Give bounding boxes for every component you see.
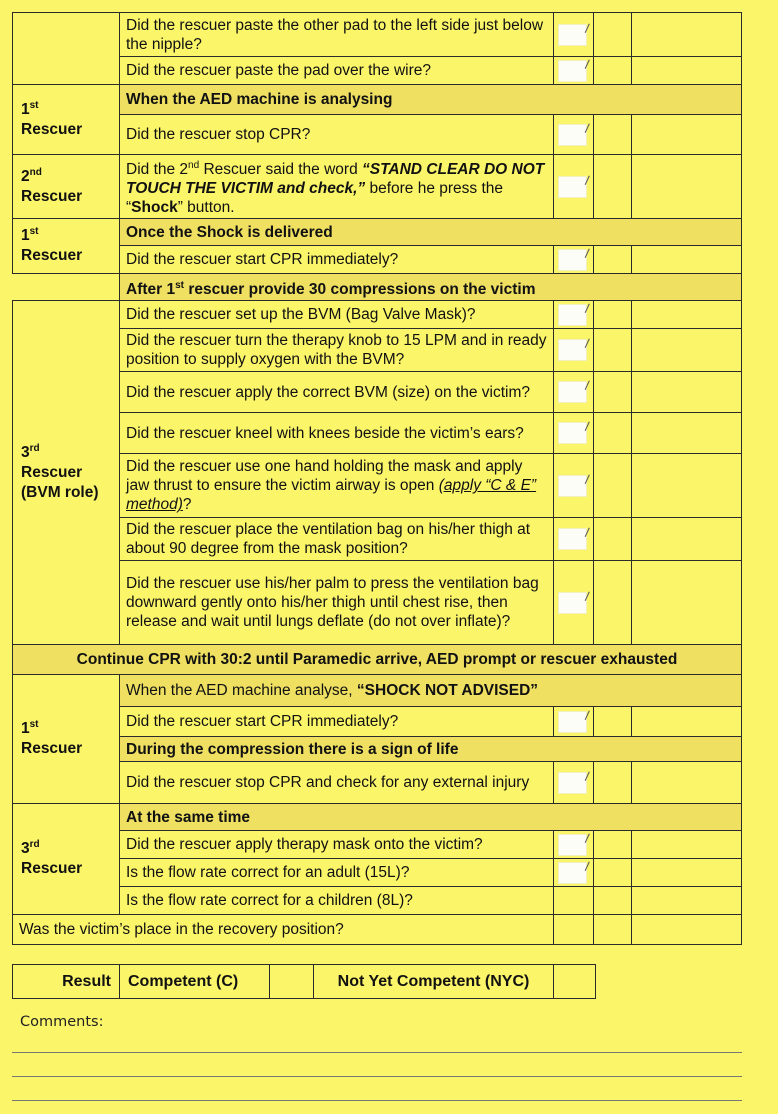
- mark-box[interactable]: [594, 915, 632, 945]
- item-flow-rate-adult: Is the flow rate correct for an adult (15L)?: [120, 859, 554, 887]
- check-box[interactable]: [554, 413, 594, 454]
- not-yet-competent-label: Not Yet Competent (NYC): [314, 965, 554, 999]
- remark-box[interactable]: [632, 518, 742, 561]
- check-box[interactable]: [554, 887, 594, 915]
- check-box[interactable]: [554, 155, 594, 219]
- tick-mark-icon: [559, 61, 586, 81]
- comments-label: Comments:: [20, 1014, 104, 1030]
- remark-box[interactable]: [632, 13, 742, 57]
- section-continue-cpr: Continue CPR with 30:2 until Paramedic arrive, AED prompt or rescuer exhausted: [13, 645, 742, 675]
- tick-mark-icon: [559, 250, 586, 270]
- not-yet-competent-box[interactable]: [554, 965, 596, 999]
- tick-mark-icon: [559, 125, 586, 145]
- item-kneel-beside: Did the rescuer kneel with knees beside the victim’s ears?: [120, 413, 554, 454]
- check-box[interactable]: [554, 762, 594, 804]
- result-label: Result: [13, 965, 120, 999]
- mark-box[interactable]: [594, 707, 632, 737]
- check-box[interactable]: [554, 57, 594, 85]
- remark-box[interactable]: [632, 561, 742, 645]
- section-aed-analysing: When the AED machine is analysing: [120, 85, 742, 115]
- mark-box[interactable]: [594, 762, 632, 804]
- spacer-cell: [13, 274, 120, 301]
- tick-mark-icon: [559, 340, 586, 360]
- check-box[interactable]: [554, 329, 594, 372]
- item-ventilation-bag-thigh: Did the rescuer place the ventilation bag on his/her thigh at about 90 degree from the mask position?: [120, 518, 554, 561]
- mark-box[interactable]: [594, 246, 632, 274]
- item-jaw-thrust: Did the rescuer use one hand holding the mask and apply jaw thrust to ensure the victim airway is open (apply “C & E” method)?: [120, 454, 554, 518]
- mark-box[interactable]: [594, 887, 632, 915]
- mark-box[interactable]: [594, 518, 632, 561]
- mark-box[interactable]: [594, 831, 632, 859]
- check-box[interactable]: [554, 246, 594, 274]
- item-check-external-injury: Did the rescuer stop CPR and check for any external injury: [120, 762, 554, 804]
- remark-box[interactable]: [632, 115, 742, 155]
- item-therapy-mask: Did the rescuer apply therapy mask onto the victim?: [120, 831, 554, 859]
- mark-box[interactable]: [594, 454, 632, 518]
- section-shock-delivered: Once the Shock is delivered: [120, 219, 742, 246]
- remark-box[interactable]: [632, 57, 742, 85]
- mark-box[interactable]: [594, 115, 632, 155]
- tick-mark-icon: [559, 835, 586, 855]
- item-palm-press: Did the rescuer use his/her palm to press the ventilation bag downward gently onto his/her thigh until chest rise, then release and wait until lungs deflate (do not over inflate)?: [120, 561, 554, 645]
- section-sign-of-life: During the compression there is a sign of life: [120, 737, 742, 762]
- remark-box[interactable]: [632, 707, 742, 737]
- item-stand-clear: Did the 2nd Rescuer said the word “STAND CLEAR DO NOT TOUCH THE VICTIM and check,” before he press the “Shock” button.: [120, 155, 554, 219]
- tick-mark-icon: [559, 382, 586, 402]
- mark-box[interactable]: [594, 561, 632, 645]
- tick-mark-icon: [559, 773, 586, 793]
- mark-box[interactable]: [594, 155, 632, 219]
- mark-box[interactable]: [594, 329, 632, 372]
- role-cell-empty: [13, 13, 120, 85]
- remark-box[interactable]: [632, 329, 742, 372]
- tick-mark-icon: [559, 593, 586, 613]
- tick-mark-icon: [559, 712, 586, 732]
- item-recovery-position: Was the victim’s place in the recovery position?: [13, 915, 554, 945]
- remark-box[interactable]: [632, 155, 742, 219]
- remark-box[interactable]: [632, 301, 742, 329]
- remark-box[interactable]: [632, 454, 742, 518]
- role-first-rescuer-2: 1st Rescuer: [13, 219, 120, 274]
- check-box[interactable]: [554, 915, 594, 945]
- comment-line[interactable]: [12, 1076, 742, 1077]
- remark-box[interactable]: [632, 831, 742, 859]
- assessment-checklist-table: [12, 12, 742, 945]
- mark-box[interactable]: [594, 301, 632, 329]
- remark-box[interactable]: [632, 372, 742, 413]
- item-start-cpr-immediately: Did the rescuer start CPR immediately?: [120, 246, 554, 274]
- role-third-rescuer: 3rd Rescuer: [13, 804, 120, 915]
- mark-box[interactable]: [594, 372, 632, 413]
- tick-mark-icon: [559, 305, 586, 325]
- section-shock-not-advised: When the AED machine analyse, “SHOCK NOT ADVISED”: [120, 675, 742, 707]
- result-table: [12, 964, 596, 999]
- role-third-rescuer-bvm: 3rd Rescuer (BVM role): [13, 301, 120, 645]
- check-box[interactable]: [554, 372, 594, 413]
- check-box[interactable]: [554, 561, 594, 645]
- check-box[interactable]: [554, 707, 594, 737]
- role-first-rescuer: 1st Rescuer: [13, 85, 120, 155]
- mark-box[interactable]: [594, 413, 632, 454]
- section-after-compressions: After 1st rescuer provide 30 compressions on the victim: [120, 274, 742, 301]
- comment-line[interactable]: [12, 1052, 742, 1053]
- check-box[interactable]: [554, 518, 594, 561]
- item-stop-cpr: Did the rescuer stop CPR?: [120, 115, 554, 155]
- remark-box[interactable]: [632, 859, 742, 887]
- item-paste-left-pad: Did the rescuer paste the other pad to the left side just below the nipple?: [120, 13, 554, 57]
- item-bvm-setup: Did the rescuer set up the BVM (Bag Valve Mask)?: [120, 301, 554, 329]
- tick-mark-icon: [559, 863, 586, 883]
- mark-box[interactable]: [594, 57, 632, 85]
- check-box[interactable]: [554, 301, 594, 329]
- comment-line[interactable]: [12, 1100, 742, 1101]
- remark-box[interactable]: [632, 762, 742, 804]
- tick-mark-icon: [559, 177, 586, 197]
- remark-box[interactable]: [632, 413, 742, 454]
- remark-box[interactable]: [632, 915, 742, 945]
- mark-box[interactable]: [594, 13, 632, 57]
- mark-box[interactable]: [594, 859, 632, 887]
- section-same-time: At the same time: [120, 804, 742, 831]
- item-bvm-size: Did the rescuer apply the correct BVM (size) on the victim?: [120, 372, 554, 413]
- role-first-rescuer-3: 1st Rescuer: [13, 675, 120, 804]
- item-flow-rate-children: Is the flow rate correct for a children (8L)?: [120, 887, 554, 915]
- role-second-rescuer: 2nd Rescuer: [13, 155, 120, 219]
- check-box[interactable]: [554, 859, 594, 887]
- competent-label: Competent (C): [120, 965, 270, 999]
- item-start-cpr-again: Did the rescuer start CPR immediately?: [120, 707, 554, 737]
- item-therapy-knob: Did the rescuer turn the therapy knob to 15 LPM and in ready position to supply oxygen with the BVM?: [120, 329, 554, 372]
- check-box[interactable]: [554, 115, 594, 155]
- competent-box[interactable]: [270, 965, 314, 999]
- check-box[interactable]: [554, 13, 594, 57]
- tick-mark-icon: [559, 476, 586, 496]
- tick-mark-icon: [559, 25, 586, 45]
- tick-mark-icon: [559, 423, 586, 443]
- check-box[interactable]: [554, 831, 594, 859]
- check-box[interactable]: [554, 454, 594, 518]
- item-paste-over-wire: Did the rescuer paste the pad over the wire?: [120, 57, 554, 85]
- remark-box[interactable]: [632, 887, 742, 915]
- tick-mark-icon: [559, 529, 586, 549]
- remark-box[interactable]: [632, 246, 742, 274]
